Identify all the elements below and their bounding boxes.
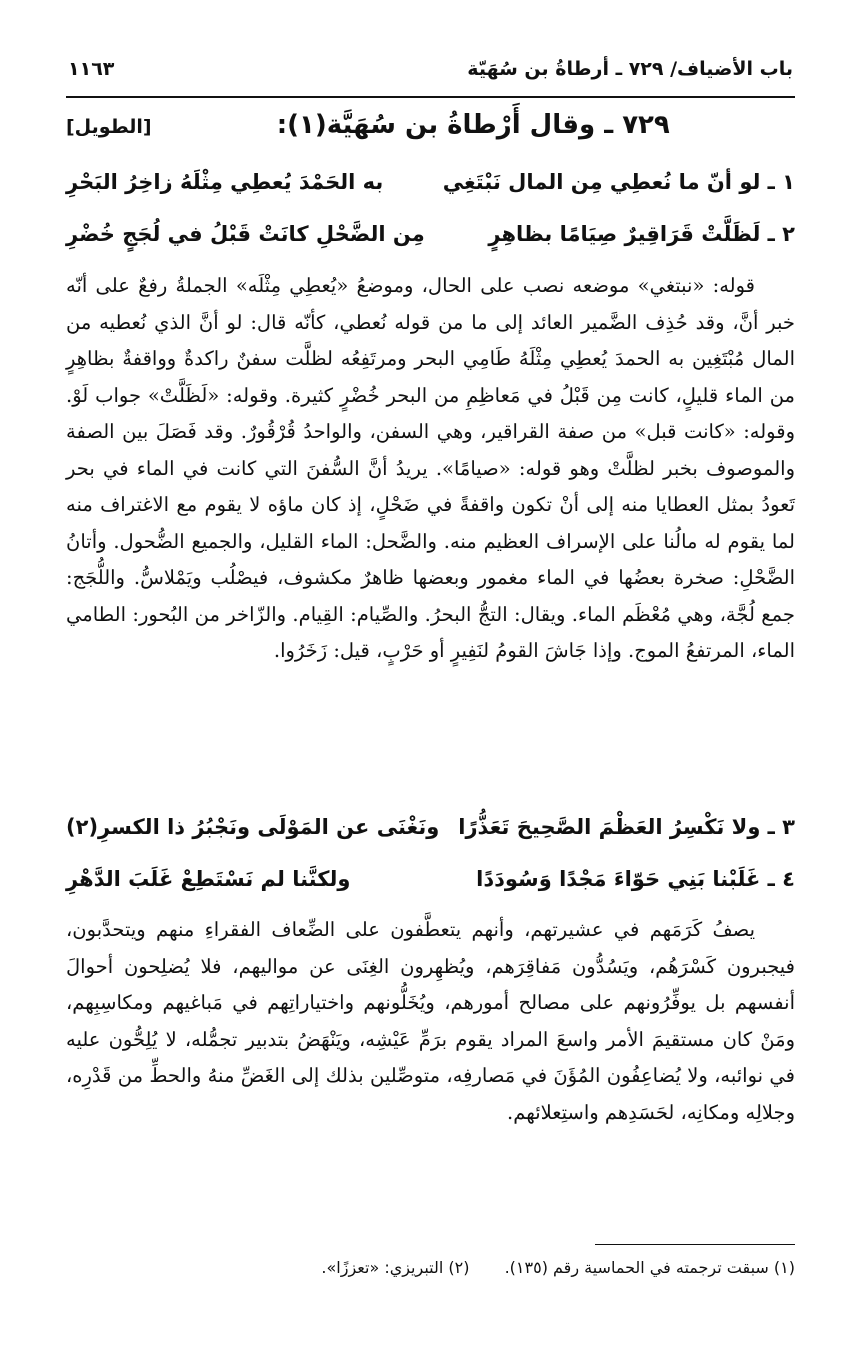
verse-second-hemistich: به الحَمْدَ يُعطِي مِثْلَهُ زاخِرُ البَحْرِ <box>66 170 384 194</box>
running-head <box>68 58 793 80</box>
footnote-rule <box>595 1244 795 1245</box>
verse-second-hemistich: مِن الضَّحْلِ كانَتْ قَبْلُ في لُجَجٍ خُضْرِ <box>66 222 425 246</box>
verse-first-hemistich: ١ ـ لو أنّ ما نُعطِي مِن المال نَبْتَغِي <box>442 170 795 194</box>
running-title: باب الأضياف/ ٧٢٩ ـ أرطاةُ بن سُهَيّة <box>467 58 793 80</box>
footnote-2: (٢) التبريزي: «تعززًا». <box>321 1258 470 1277</box>
verse-1 <box>66 170 795 194</box>
verse-3 <box>66 815 795 839</box>
header-rule <box>66 96 795 98</box>
page-number: ١١٦٣ <box>68 58 115 80</box>
meter-label: [الطويل] <box>66 116 152 138</box>
verse-second-hemistich: ولكنَّنا لم نَسْتَطِعْ غَلَبَ الدَّهْرِ <box>66 867 351 891</box>
verse-first-hemistich: ٤ ـ غَلَبْنا بَنِي حَوّاءَ مَجْدًا وَسُودَدًا <box>476 867 795 891</box>
footnotes <box>66 1258 795 1277</box>
verse-second-hemistich: ونَغْنَى عن المَوْلَى ونَجْبُرُ ذا الكسرِ(٢) <box>66 815 440 839</box>
commentary-paragraph: يصفُ كَرَمَهم في عشيرتهم، وأنهم يتعطَّفون على الضِّعاف الفقراءِ منهم ويتحدَّبون، فيجبرون كَسْرَهُم، ويَسُدُّون مَفاقِرَهم، ويُظهِرون الغِنَى عن مواليهم، فلا يُضلِحون أحوالَ أنفسهم بل يوفِّرُونهم على مصالح أمورهم، ويُخَلُّونهم واختياراتِهم في مَباغيهم ومكاسِبِهم، ومَنْ كان مستقيمَ الأمر واسعَ المراد يقوم برَمِّ عَيْشِه، ويَنْهَضُ بتدبير تجمُّله، لا يُلِحُّون عليه في نوائبه، ولا يُضاعِفُون المُؤَنَ في مَصارفِه، متوصِّلين بذلك إلى الغَضِّ منهُ والحطِّ من قَدْرِه، وجلالِه ومكانِه، لحَسَدِهم واستِعلائهم. <box>66 918 795 1124</box>
verse-first-hemistich: ٢ ـ لَظَلَّتْ قَرَاقِيرٌ صِيَامًا بظاهِرٍ <box>488 222 795 246</box>
commentary-paragraph: قوله: «نبتغي» موضعه نصب على الحال، وموضعُ «يُعطِي مِثْلَه» الجملةُ رفعٌ على أنّه خبر أنَّ، وقد حُذِف الضَّمير العائد إلى ما من قوله نُعطي، كأنّه قال: لو أنَّ الذي نُعطيه من المال مُبْتَغِين به الحمدَ يُعطِي مِثْلَهُ طَامِي البحر ومرتَفِعُه لظلَّت سفنٌ راكدةٌ وواقفةٌ بظاهِرٍ من الماء قليلٍ، كانت مِن قَبْلُ في مَعاظِمِ من البحر خُضْرٍ كثيرة. وقوله: «لَظَلَّتْ» جواب لَوْ. وقوله: «كانت قبل» من صفة القراقير، وهي السفن، والواحدُ قُرْقُورٌ. وقد فَصَلَ بين الصفة والموصوف بخبر لظلَّتْ وهو قوله: «صيامًا». يريدُ أنَّ السُّفنَ التي كانت في الماء في بحر تَعودُ بمثل العطايا منه إلى أنْ تكون واقفةً في ضَحْلٍ، إذ كان ماؤه لا يقوم مع الاغتراف منه لما يقوم له مالُنا على الإسراف العظيم منه. والضَّحل: الماء القليل، والجميع الضُّحول. وأتانُ الضَّحْلِ: صخرة بعضُها في الماء مغمور وبعضها ظاهرٌ مكشوف، فيصْلُب ويَمْلاسُّ. واللُّجَج: جمع لُجَّة، وهي مُعْظَم الماء. ويقال: التجُّ البحرُ. والصِّيام: القِيام. والزّاخر من البُحور: الطامي الماء، المرتفعُ الموج. وإذا جَاشَ القومُ لنَفِيرٍ أو حَرْبٍ، قيل: زَخَرُوا. <box>66 274 795 662</box>
poem-heading <box>66 110 795 140</box>
verse-4 <box>66 867 795 891</box>
verse-first-hemistich: ٣ ـ ولا نَكْسِرُ العَظْمَ الصَّحِيحَ تَعَذُّرًا <box>458 815 795 839</box>
footnote-1: (١) سبقت ترجمته في الحماسية رقم (١٣٥). <box>504 1258 795 1277</box>
verse-2 <box>66 222 795 246</box>
poem-title: ٧٢٩ ـ وقال أَرْطاةُ بن سُهَيَّة(١): <box>276 110 670 140</box>
commentary-block-1 <box>66 268 795 670</box>
commentary-block-2 <box>66 912 795 1131</box>
